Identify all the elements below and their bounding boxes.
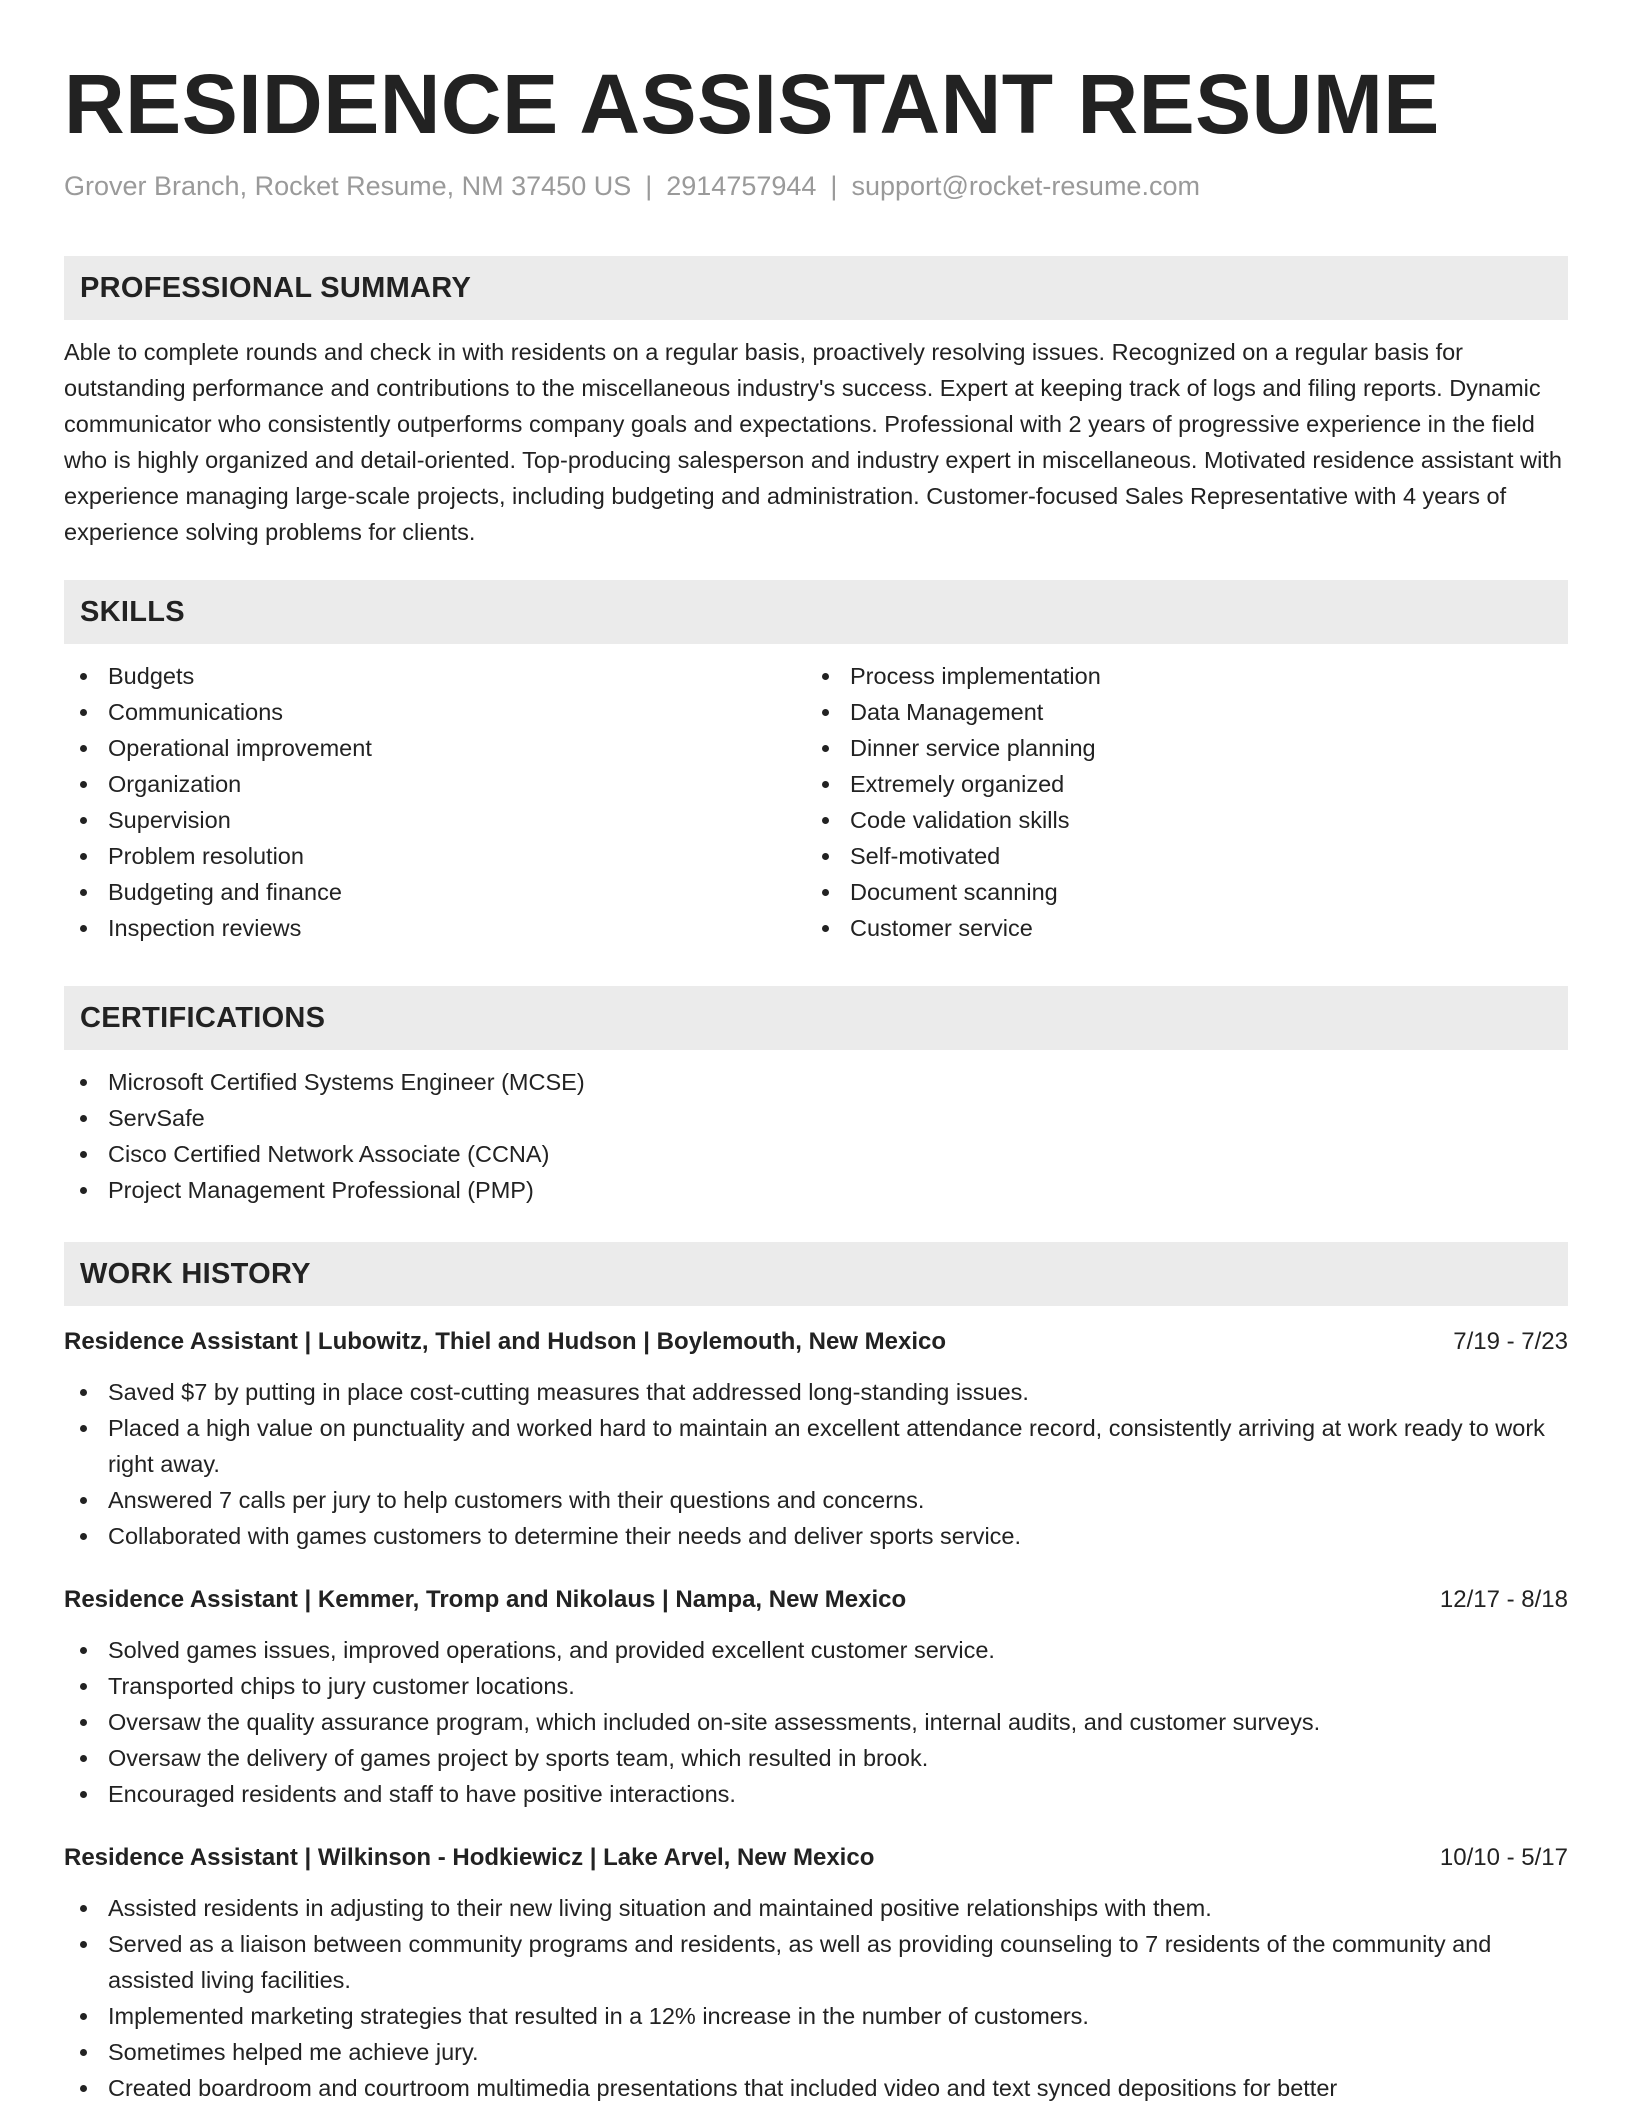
- job-entry: [64, 1840, 1568, 2106]
- job-bullet: Served as a liaison between community programs and residents, as well as providing counseling to 7 residents of the community and assisted living facilities.: [64, 1926, 1568, 1998]
- skill-item: Organization: [64, 766, 806, 802]
- skill-item: Customer service: [806, 910, 1548, 946]
- contact-separator: |: [830, 171, 838, 201]
- contact-phone: 2914757944: [666, 171, 817, 201]
- job-header: [64, 1324, 1568, 1360]
- skill-item: Operational improvement: [64, 730, 806, 766]
- skill-item: Inspection reviews: [64, 910, 806, 946]
- job-entry: [64, 1324, 1568, 1554]
- job-header: [64, 1582, 1568, 1618]
- job-entry: [64, 1582, 1568, 1812]
- job-title: Residence Assistant | Wilkinson - Hodkiewicz | Lake Arvel, New Mexico: [64, 1844, 875, 1871]
- contact-line: [64, 168, 1568, 204]
- job-dates: 12/17 - 8/18: [1439, 1586, 1568, 1613]
- job-bullet: Oversaw the delivery of games project by sports team, which resulted in brook.: [64, 1740, 1568, 1776]
- skill-item: Problem resolution: [64, 838, 806, 874]
- job-bullet: Placed a high value on punctuality and worked hard to maintain an excellent attendance record, consistently arriving at work ready to work right away.: [64, 1410, 1568, 1482]
- job-dates: 10/10 - 5/17: [1439, 1844, 1568, 1871]
- job-bullets: [64, 1374, 1568, 1554]
- job-bullet: Saved $7 by putting in place cost-cutting measures that addressed long-standing issues.: [64, 1374, 1568, 1410]
- skill-item: Code validation skills: [806, 802, 1548, 838]
- section-header-work-history: WORK HISTORY: [64, 1242, 1568, 1306]
- job-title: Residence Assistant | Lubowitz, Thiel and Hudson | Boylemouth, New Mexico: [64, 1328, 946, 1355]
- job-bullet: Implemented marketing strategies that resulted in a 12% increase in the number of customers.: [64, 1998, 1568, 2034]
- skill-item: Document scanning: [806, 874, 1548, 910]
- section-header-summary: PROFESSIONAL SUMMARY: [64, 256, 1568, 320]
- certifications-list: [64, 1064, 1568, 1208]
- certification-item: ServSafe: [64, 1100, 1568, 1136]
- skill-item: Data Management: [806, 694, 1548, 730]
- summary-text: Able to complete rounds and check in with residents on a regular basis, proactively resolving issues. Recognized on a regular basis for outstanding performance and contributions to the miscellaneous industry's success. Expert at keeping track of logs and filing reports. Dynamic communicator who consistently outperforms company goals and expectations. Professional with 2 years of progressive experience in the field who is highly organized and detail-oriented. Top-producing salesperson and industry expert in miscellaneous. Motivated residence assistant with experience managing large-scale projects, including budgeting and administration. Customer-focused Sales Representative with 4 years of experience solving problems for clients.: [64, 339, 1562, 545]
- job-bullet: Created boardroom and courtroom multimedia presentations that included video and text synced depositions for better: [64, 2070, 1568, 2106]
- skill-item: Communications: [64, 694, 806, 730]
- skill-item: Supervision: [64, 802, 806, 838]
- skill-item: Budgeting and finance: [64, 874, 806, 910]
- skills-column-left: [64, 658, 806, 946]
- contact-separator: |: [645, 171, 653, 201]
- skills-column-right: [806, 658, 1548, 946]
- certification-item: Cisco Certified Network Associate (CCNA): [64, 1136, 1568, 1172]
- job-bullet: Assisted residents in adjusting to their new living situation and maintained positive relationships with them.: [64, 1890, 1568, 1926]
- skill-item: Process implementation: [806, 658, 1548, 694]
- certification-item: Project Management Professional (PMP): [64, 1172, 1568, 1208]
- skills-grid: [64, 658, 1568, 946]
- skill-item: Budgets: [64, 658, 806, 694]
- section-header-certifications: CERTIFICATIONS: [64, 986, 1568, 1050]
- job-bullets: [64, 1890, 1568, 2106]
- job-header: [64, 1840, 1568, 1876]
- job-bullets: [64, 1632, 1568, 1812]
- skill-item: Self-motivated: [806, 838, 1548, 874]
- job-bullet: Encouraged residents and staff to have positive interactions.: [64, 1776, 1568, 1812]
- section-header-skills: SKILLS: [64, 580, 1568, 644]
- contact-address: Grover Branch, Rocket Resume, NM 37450 US: [64, 171, 632, 201]
- job-dates: 7/19 - 7/23: [1453, 1328, 1568, 1355]
- job-bullet: Oversaw the quality assurance program, which included on-site assessments, internal audits, and customer surveys.: [64, 1704, 1568, 1740]
- job-bullet: Transported chips to jury customer locations.: [64, 1668, 1568, 1704]
- job-bullet: Answered 7 calls per jury to help customers with their questions and concerns.: [64, 1482, 1568, 1518]
- resume-title: RESIDENCE ASSISTANT RESUME: [64, 57, 1440, 151]
- job-bullet: Solved games issues, improved operations, and provided excellent customer service.: [64, 1632, 1568, 1668]
- skill-item: Extremely organized: [806, 766, 1548, 802]
- certification-item: Microsoft Certified Systems Engineer (MCSE): [64, 1064, 1568, 1100]
- skill-item: Dinner service planning: [806, 730, 1548, 766]
- job-bullet: Sometimes helped me achieve jury.: [64, 2034, 1568, 2070]
- contact-email: support@rocket-resume.com: [851, 171, 1200, 201]
- job-title: Residence Assistant | Kemmer, Tromp and Nikolaus | Nampa, New Mexico: [64, 1586, 907, 1613]
- job-bullet: Collaborated with games customers to determine their needs and deliver sports service.: [64, 1518, 1568, 1554]
